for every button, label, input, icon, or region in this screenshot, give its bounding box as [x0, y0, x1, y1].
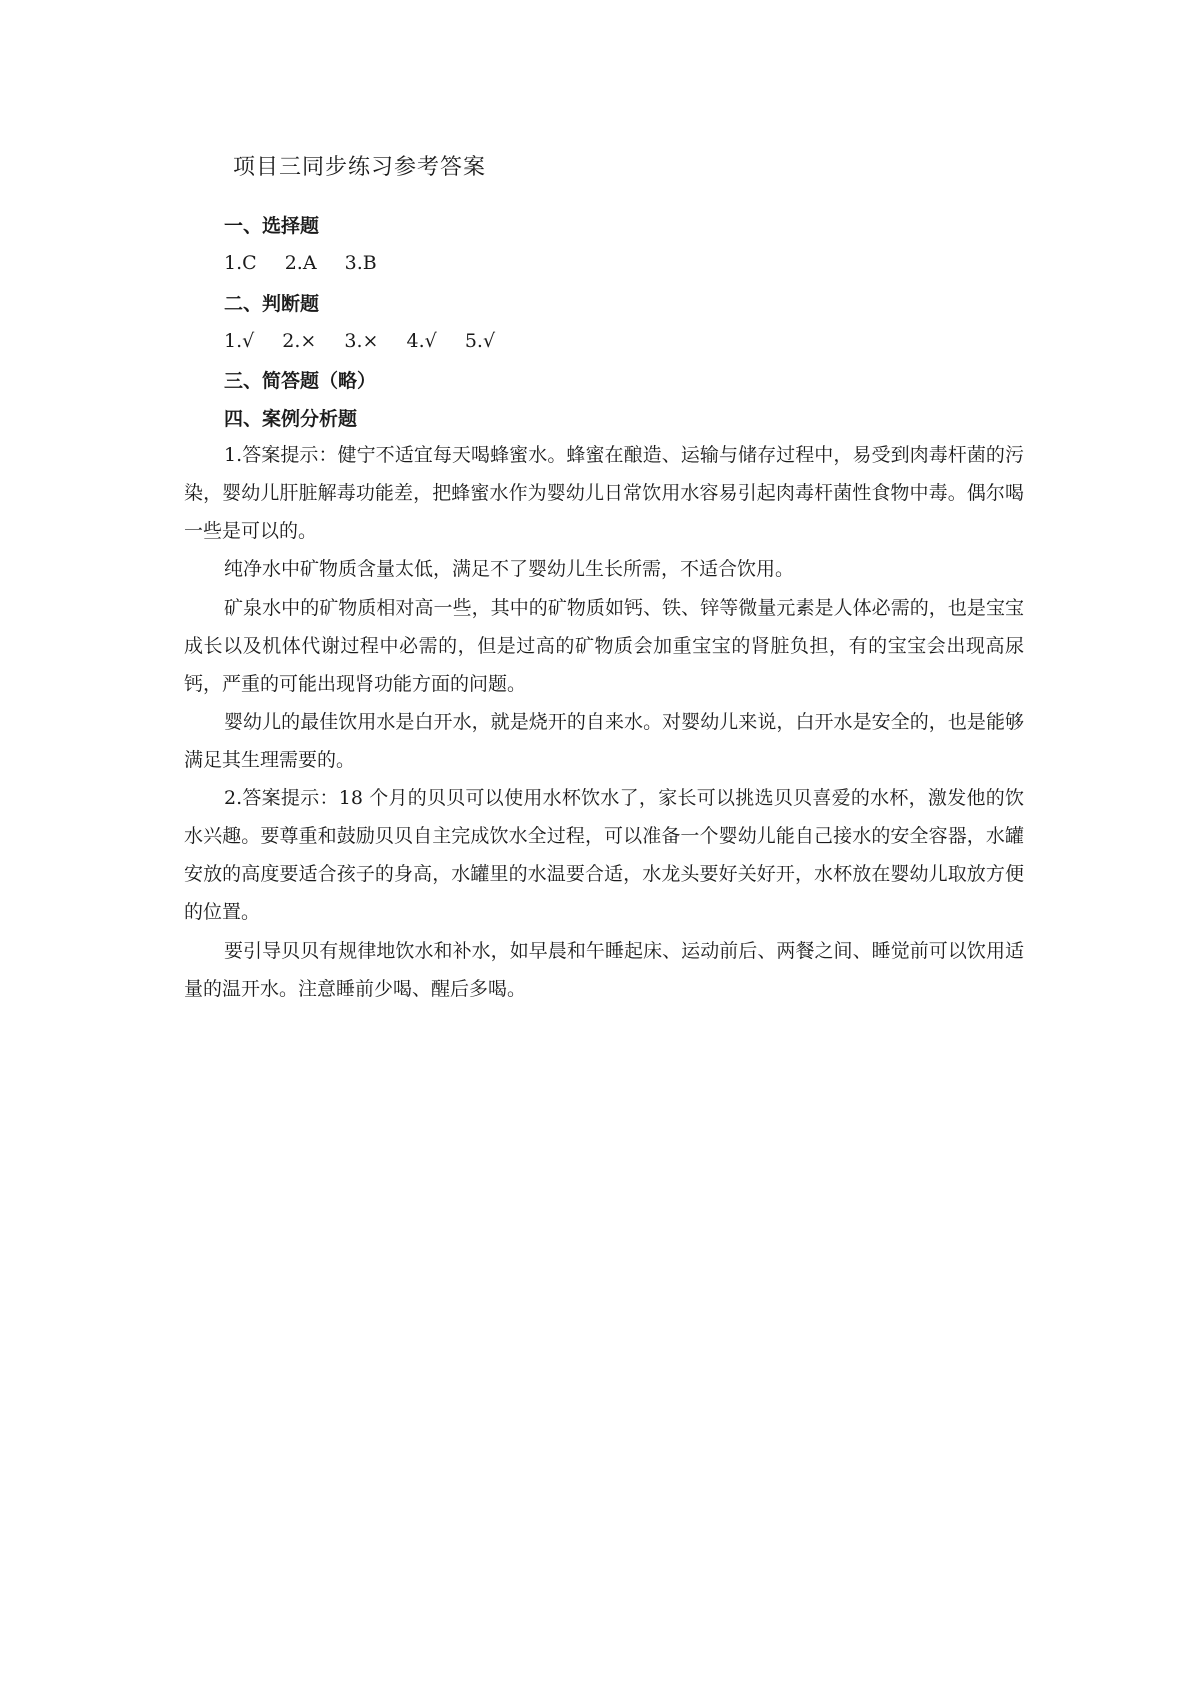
answer-item: 1.C [224, 252, 257, 274]
section-heading-choice: 一、选择题 [224, 215, 320, 237]
case-paragraph: 矿泉水中的矿物质相对高一些，其中的矿物质如钙、铁、锌等微量元素是人体必需的，也是宝宝成长以及机体代谢过程中必需的，但是过高的矿物质会加重宝宝的肾脏负担，有的宝宝会出现高尿钙，严重的可能出现肾功能方面的问题。 [184, 597, 1024, 695]
section-heading-case-analysis: 四、案例分析题 [224, 408, 358, 430]
choice-answers [224, 252, 399, 274]
case-paragraph: 1.答案提示：健宁不适宜每天喝蜂蜜水。蜂蜜在酿造、运输与储存过程中，易受到肉毒杆菌的污染，婴幼儿肝脏解毒功能差，把蜂蜜水作为婴幼儿日常饮用水容易引起肉毒杆菌性食物中毒。偶尔喝一些是可以的。 [184, 444, 1024, 542]
answer-item: 2.× [282, 330, 317, 352]
section-heading-true-false: 二、判断题 [224, 293, 320, 315]
answer-item: 5.√ [464, 330, 496, 352]
case-paragraph: 要引导贝贝有规律地饮水和补水，如早晨和午睡起床、运动前后、两餐之间、睡觉前可以饮用适量的温开水。注意睡前少喝、醒后多喝。 [184, 940, 1024, 1000]
answer-item: 3.× [344, 330, 379, 352]
answer-item: 2.A [284, 252, 317, 274]
answer-item: 1.√ [224, 330, 255, 352]
document-title: 项目三同步练习参考答案 [233, 155, 487, 180]
case-paragraph: 纯净水中矿物质含量太低，满足不了婴幼儿生长所需，不适合饮用。 [224, 558, 795, 580]
case-paragraph: 2.答案提示：18 个月的贝贝可以使用水杯饮水了，家长可以挑选贝贝喜爱的水杯，激发他的饮水兴趣。要尊重和鼓励贝贝自主完成饮水全过程，可以准备一个婴幼儿能自己接水的安全容器，水罐安放的高度要适合孩子的身高，水罐里的水温要合适，水龙头要好关好开，水杯放在婴幼儿取放方便的位置。 [184, 787, 1024, 923]
true-false-answers [224, 330, 517, 352]
answer-item: 4.√ [406, 330, 437, 352]
section-heading-short-answer: 三、简答题（略） [224, 370, 377, 392]
case-paragraph: 婴幼儿的最佳饮用水是白开水，就是烧开的自来水。对婴幼儿来说，白开水是安全的，也是能够满足其生理需要的。 [184, 711, 1024, 771]
answer-item: 3.B [344, 252, 377, 274]
